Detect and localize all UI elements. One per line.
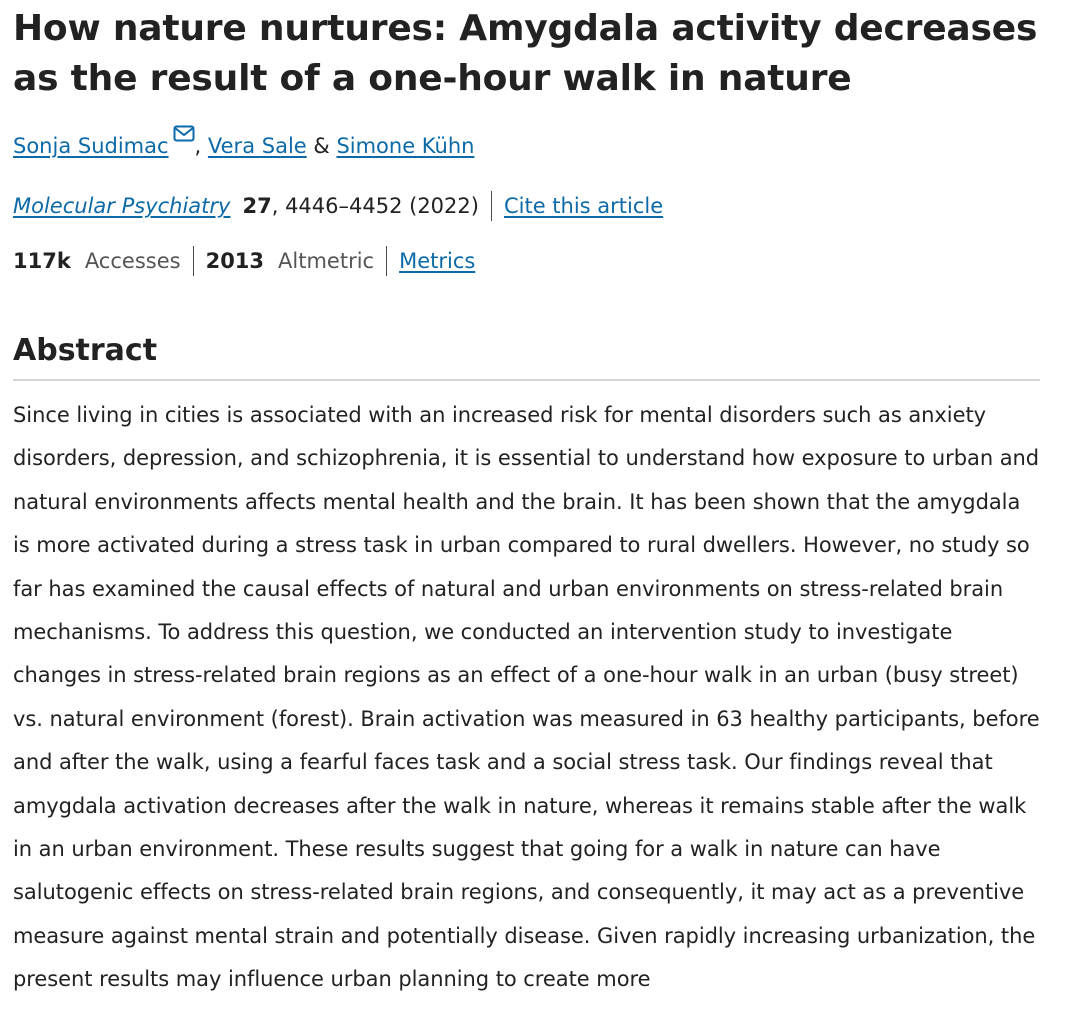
divider bbox=[193, 246, 194, 276]
abstract-text: Since living in cities is associated with an increased risk for mental disorders such as anxiety disorders, depression, and schizophrenia, it is essential to understand how exposure to urban and natural environments affects mental health and the brain. It has been shown that the amygdala is more activated during a stress task in urban compared to rural dwellers. However, no study so far has examined the causal effects of natural and urban environments on stress-related brain mechanisms. To address this question, we conducted an intervention study to investigate changes in stress-related brain regions as an effect of a one-hour walk in an urban (busy street) vs. natural environment (forest). Brain activation was measured in 63 healthy participants, before and after the walk, using a fearful faces task and a social stress task. Our findings reveal that amygdala activation decreases after the walk in nature, whereas it remains stable after the walk in an urban environment. These results suggest that going for a walk in nature can have salutogenic effects on stress-related brain regions, and consequently, it may act as a preventive measure against mental strain and potentially disease. Given rapidly increasing urbanization, the present results may influence urban planning to create more bbox=[13, 403, 1040, 992]
article-title: How nature nurtures: Amygdala activity decreases as the result of a one-hour walk in nature bbox=[13, 8, 1038, 99]
cite-article-link[interactable]: Cite this article bbox=[503, 194, 664, 218]
metrics-bar bbox=[13, 245, 1040, 277]
journal-link[interactable]: Molecular Psychiatry bbox=[13, 194, 231, 218]
altmetric-label: Altmetric bbox=[278, 249, 375, 273]
accesses-label: Accesses bbox=[84, 249, 181, 273]
citation-line bbox=[13, 190, 1040, 222]
volume-number: 27 bbox=[242, 194, 272, 218]
author-link-sonja-sudimac[interactable]: Sonja Sudimac bbox=[13, 134, 169, 158]
author-link-simone-kuhn[interactable]: Simone Kühn bbox=[336, 134, 475, 158]
altmetric-score: 2013 bbox=[205, 249, 265, 273]
article-page bbox=[13, 0, 1040, 1023]
accesses-count: 117k bbox=[13, 249, 71, 273]
author-link-vera-sale[interactable]: Vera Sale bbox=[207, 134, 307, 158]
pages-year: , 4446–4452 (2022) bbox=[271, 194, 479, 218]
author-list bbox=[13, 130, 1040, 162]
abstract-heading: Abstract bbox=[13, 331, 1040, 381]
author-separator: , bbox=[194, 134, 208, 158]
divider bbox=[491, 191, 492, 221]
metrics-link[interactable]: Metrics bbox=[399, 249, 476, 273]
envelope-icon[interactable] bbox=[173, 120, 195, 138]
author-separator: & bbox=[306, 134, 337, 158]
divider bbox=[386, 246, 387, 276]
